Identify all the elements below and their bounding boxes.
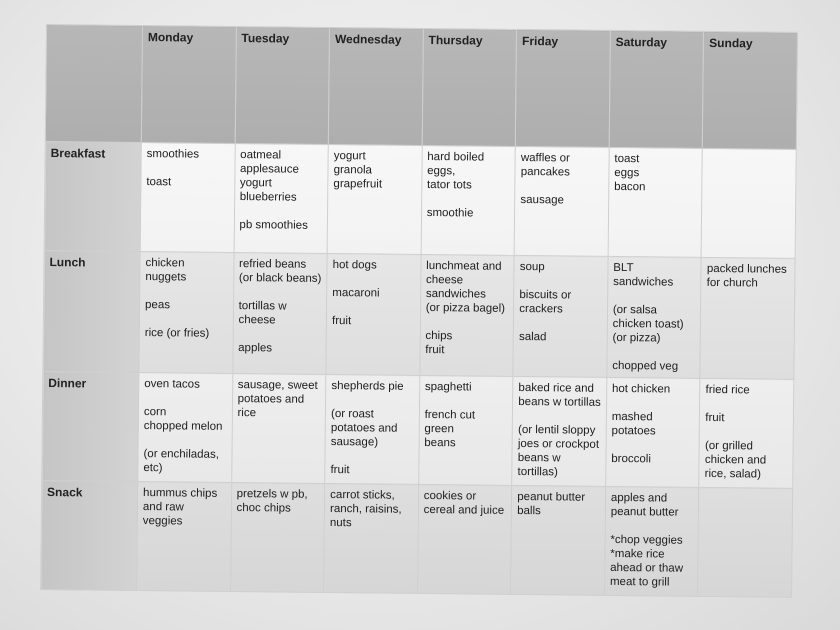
cell-line bbox=[611, 519, 694, 534]
cell-line bbox=[518, 409, 601, 424]
cell-line: mashed bbox=[611, 410, 653, 424]
cell-line: macaroni bbox=[332, 287, 380, 300]
cell-line: rice (or fries) bbox=[144, 327, 210, 340]
meal-cell-snack-monday bbox=[137, 481, 232, 591]
cell-line: bacon bbox=[614, 180, 646, 194]
cell-line: crackers bbox=[519, 302, 563, 316]
cell-line: ahead or thaw bbox=[610, 561, 684, 575]
cell-line: sausage, sweet bbox=[237, 379, 318, 392]
meal-cell-snack-wednesday bbox=[324, 483, 419, 593]
cell-line: salad bbox=[518, 330, 547, 344]
cell-line: (or grilled bbox=[704, 439, 753, 453]
meal-cell-lunch-thursday bbox=[420, 254, 515, 376]
cell-line: oatmeal bbox=[240, 149, 282, 162]
cell-line bbox=[613, 289, 696, 304]
cell-line: (or black beans) bbox=[238, 272, 322, 285]
cell-line: veggies bbox=[142, 515, 183, 528]
cell-line: rice, salad) bbox=[704, 467, 762, 481]
day-header-friday: Friday bbox=[515, 29, 610, 147]
cell-line: chips bbox=[425, 329, 453, 343]
cell-line: *chop veggies bbox=[610, 533, 683, 547]
meal-cell-snack-friday bbox=[511, 485, 606, 595]
meal-cell-lunch-friday bbox=[513, 255, 608, 377]
meal-label-dinner: Dinner bbox=[42, 371, 139, 481]
cell-line: cereal and juice bbox=[423, 503, 505, 517]
cell-line bbox=[145, 284, 228, 299]
cell-line: carrot sticks, bbox=[330, 489, 395, 502]
meal-cell-snack-sunday bbox=[698, 487, 793, 597]
cell-line bbox=[331, 449, 414, 464]
cell-line: (or enchiladas, bbox=[143, 448, 219, 461]
cell-line bbox=[427, 192, 510, 207]
cell-line bbox=[332, 272, 415, 287]
cell-line: peanut butter bbox=[517, 490, 586, 504]
cell-line: (or lentil sloppy bbox=[517, 423, 596, 437]
cell-line: yogurt bbox=[239, 177, 272, 190]
cell-line: (or salsa bbox=[612, 303, 658, 317]
meal-cell-lunch-wednesday bbox=[326, 253, 421, 375]
cell-line: pretzels w pb, bbox=[236, 488, 308, 501]
cell-line bbox=[705, 425, 788, 440]
cell-line: (or pizza bagel) bbox=[425, 301, 506, 315]
cell-line: tortillas w bbox=[238, 300, 287, 313]
cell-line: chicken and bbox=[704, 453, 767, 467]
meal-cell-lunch-tuesday bbox=[232, 252, 327, 374]
cell-line: peas bbox=[144, 299, 171, 312]
day-header-tuesday: Tuesday bbox=[235, 26, 330, 144]
meal-cell-breakfast-thursday bbox=[421, 145, 516, 255]
cell-line bbox=[612, 396, 695, 411]
cell-line: fruit bbox=[425, 343, 445, 357]
cell-line: for church bbox=[706, 276, 758, 290]
cell-line bbox=[331, 393, 414, 408]
cell-line: tator tots bbox=[426, 178, 472, 192]
cell-line: waffles or bbox=[520, 151, 570, 165]
meal-row-lunch bbox=[43, 250, 795, 379]
cell-line: sausage) bbox=[330, 436, 379, 449]
meal-cell-snack-thursday bbox=[417, 484, 512, 594]
cell-line: oven tacos bbox=[144, 378, 200, 391]
meal-label-snack: Snack bbox=[41, 480, 138, 590]
cell-line: blueberries bbox=[239, 191, 297, 204]
cell-line: soup bbox=[519, 260, 545, 274]
meal-cell-dinner-wednesday bbox=[325, 374, 420, 484]
cell-line: pb smoothies bbox=[239, 219, 308, 232]
cell-line bbox=[426, 315, 509, 330]
cell-line bbox=[612, 345, 695, 360]
meal-label-lunch: Lunch bbox=[43, 250, 140, 372]
meal-cell-dinner-tuesday bbox=[231, 373, 326, 483]
cell-line: tortillas) bbox=[517, 465, 558, 479]
cell-line: grapefruit bbox=[333, 178, 383, 191]
meal-label-breakfast: Breakfast bbox=[44, 141, 141, 251]
cell-line: hot chicken bbox=[611, 382, 671, 396]
cell-line: yogurt bbox=[333, 150, 366, 163]
cell-line: choc chips bbox=[236, 502, 291, 515]
cell-line: spaghetti bbox=[424, 380, 472, 394]
cell-line: beans w bbox=[517, 451, 561, 465]
cell-line: fried rice bbox=[705, 383, 750, 397]
cell-line: BLT sandwiches bbox=[613, 261, 674, 289]
day-header-sunday: Sunday bbox=[703, 31, 798, 149]
cell-line: shepherds pie bbox=[331, 380, 404, 393]
meal-plan-table bbox=[40, 24, 798, 598]
meal-cell-lunch-saturday bbox=[607, 256, 702, 378]
day-header-saturday: Saturday bbox=[609, 30, 704, 148]
cell-line: fruit bbox=[331, 315, 352, 328]
header-corner bbox=[45, 25, 142, 143]
cell-line bbox=[238, 327, 321, 342]
cell-line bbox=[521, 179, 604, 194]
cell-line: pancakes bbox=[520, 165, 571, 179]
cell-line: potatoes and bbox=[237, 393, 305, 406]
cell-line: (or pizza) bbox=[612, 331, 661, 345]
cell-line: meat to grill bbox=[609, 575, 670, 589]
cell-line: chicken toast) bbox=[612, 317, 684, 331]
cell-line bbox=[240, 204, 323, 219]
cell-line: baked rice and bbox=[518, 381, 594, 395]
cell-line: beans w tortillas bbox=[518, 395, 601, 409]
meal-cell-breakfast-monday bbox=[140, 143, 235, 253]
meal-cell-dinner-thursday bbox=[418, 375, 513, 485]
cell-line: hummus chips bbox=[143, 487, 218, 500]
cell-line: chopped melon bbox=[143, 420, 223, 433]
meal-cell-breakfast-sunday bbox=[701, 148, 796, 258]
cell-line: packed lunches bbox=[706, 262, 787, 276]
meal-cell-dinner-sunday bbox=[699, 378, 794, 488]
meal-row-breakfast bbox=[44, 141, 796, 258]
cell-line: french cut green bbox=[424, 408, 476, 436]
cell-line: fruit bbox=[330, 464, 350, 477]
meal-cell-snack-tuesday bbox=[230, 482, 325, 592]
cell-line: ranch, raisins, bbox=[329, 503, 402, 516]
meal-row-snack bbox=[41, 480, 793, 597]
cell-line: joes or crockpot bbox=[517, 437, 600, 451]
cell-line: beans bbox=[424, 436, 456, 450]
cell-line: hard boiled bbox=[427, 151, 485, 164]
cell-line: chicken nuggets bbox=[145, 257, 187, 284]
header-row bbox=[45, 25, 797, 150]
cell-line: sausage bbox=[520, 193, 564, 207]
meal-cell-breakfast-wednesday bbox=[327, 144, 422, 254]
cell-line bbox=[145, 312, 228, 327]
cell-line: cheese bbox=[425, 273, 464, 287]
meal-cell-dinner-monday bbox=[138, 372, 233, 482]
cell-line: peanut butter bbox=[610, 505, 679, 519]
cell-line: chopped veg bbox=[612, 359, 679, 373]
cell-line: fruit bbox=[705, 411, 725, 425]
cell-line bbox=[332, 300, 415, 315]
cell-line bbox=[519, 316, 602, 331]
cell-line bbox=[705, 397, 788, 412]
day-header-monday: Monday bbox=[141, 26, 236, 144]
cell-line bbox=[611, 438, 694, 453]
cell-line: cheese bbox=[238, 314, 276, 327]
cell-line: applesauce bbox=[239, 163, 299, 176]
cell-line: toast bbox=[146, 176, 172, 189]
cell-line: eggs, bbox=[427, 164, 456, 178]
cell-line bbox=[239, 285, 322, 300]
cell-line: biscuits or bbox=[519, 288, 572, 302]
cell-line: balls bbox=[517, 504, 541, 518]
cell-line: sandwiches bbox=[425, 287, 487, 301]
cell-line: lunchmeat and bbox=[426, 259, 502, 273]
cell-line bbox=[425, 394, 508, 409]
cell-line: toast bbox=[614, 152, 640, 166]
cell-line: cookies or bbox=[423, 489, 477, 503]
cell-line: granola bbox=[333, 164, 373, 177]
cell-line: potatoes and bbox=[330, 422, 398, 435]
meal-cell-lunch-sunday bbox=[700, 257, 795, 379]
cell-line: etc) bbox=[143, 462, 163, 475]
cell-line: (or roast bbox=[330, 408, 374, 421]
meal-cell-breakfast-saturday bbox=[608, 147, 703, 257]
cell-line: rice bbox=[237, 407, 257, 420]
day-header-wednesday: Wednesday bbox=[328, 27, 423, 145]
cell-line bbox=[520, 274, 603, 289]
cell-line: smoothies bbox=[146, 148, 200, 161]
cell-line: *make rice bbox=[610, 547, 665, 561]
meal-plan-sheet bbox=[40, 24, 798, 589]
meal-cell-dinner-friday bbox=[512, 376, 607, 486]
meal-cell-dinner-saturday bbox=[606, 377, 701, 487]
meal-cell-breakfast-tuesday bbox=[234, 143, 329, 253]
cell-line: apples and bbox=[610, 491, 668, 505]
cell-line: apples bbox=[238, 342, 273, 355]
cell-line: refried beans bbox=[238, 258, 307, 271]
cell-line: smoothie bbox=[426, 206, 474, 220]
cell-line bbox=[144, 433, 227, 448]
cell-line bbox=[146, 161, 229, 176]
cell-line: and raw bbox=[142, 501, 184, 514]
cell-line: corn bbox=[143, 406, 167, 419]
cell-line: potatoes bbox=[611, 424, 656, 438]
cell-line: nuts bbox=[329, 517, 352, 530]
cell-line: broccoli bbox=[611, 452, 651, 466]
meal-cell-snack-saturday bbox=[604, 486, 699, 596]
cell-line: eggs bbox=[614, 166, 640, 180]
meal-row-dinner bbox=[42, 371, 794, 488]
cell-line bbox=[144, 391, 227, 406]
meal-cell-lunch-monday bbox=[139, 251, 234, 373]
day-header-thursday: Thursday bbox=[422, 28, 517, 146]
meal-cell-breakfast-friday bbox=[514, 146, 609, 256]
cell-line: hot dogs bbox=[332, 259, 377, 272]
